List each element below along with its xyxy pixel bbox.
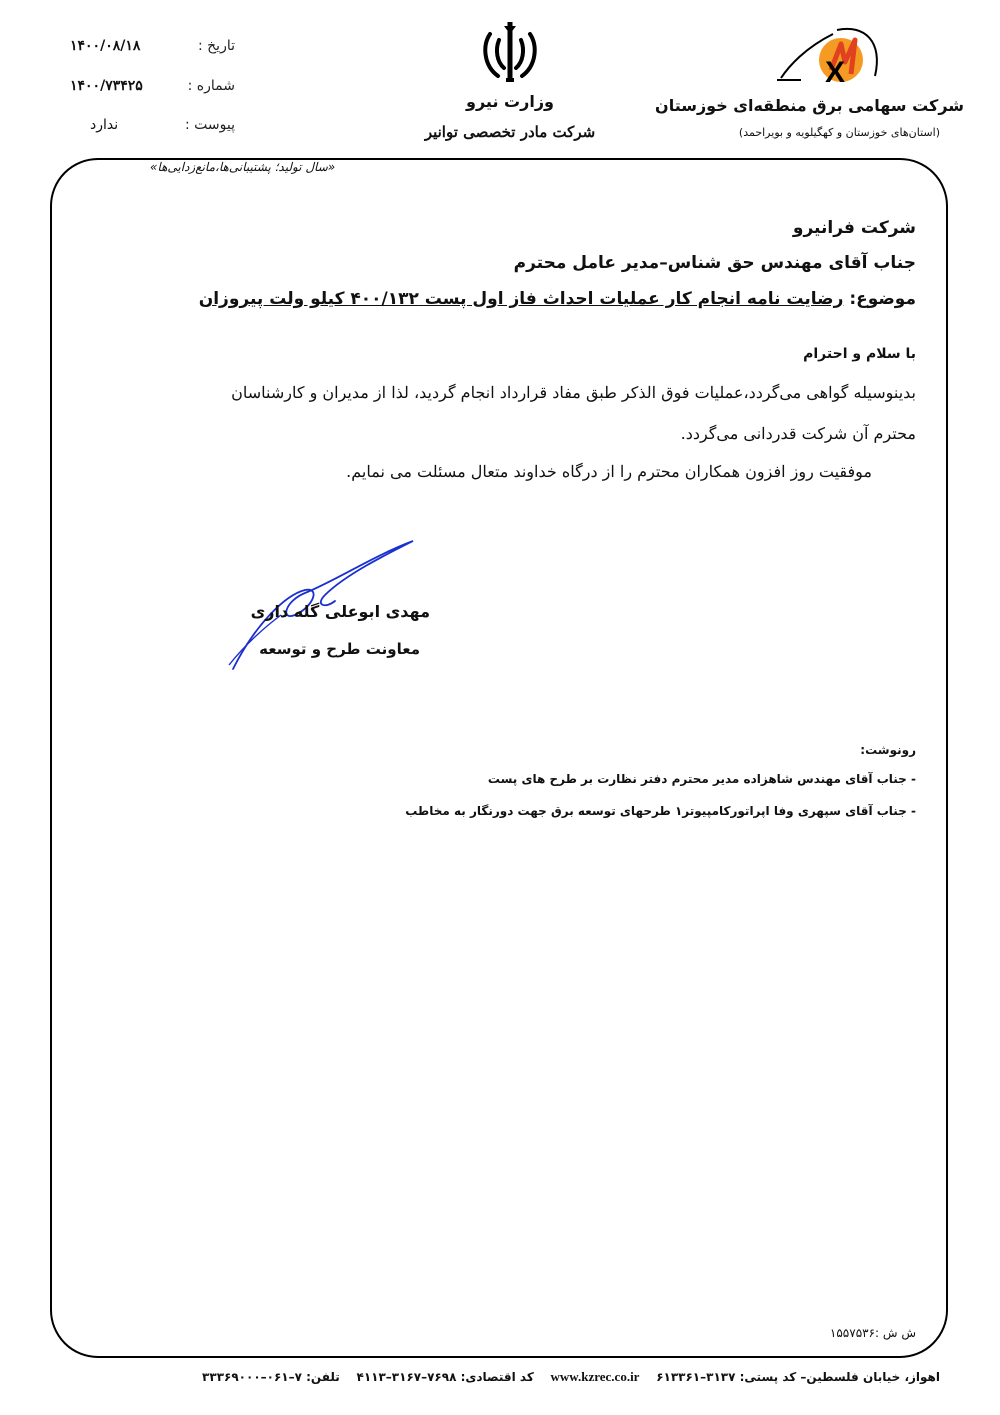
year-slogan: «سال تولید؛ پشتیبانی‌ها،مانع‌زدایی‌ها» [150, 160, 336, 174]
svg-text:X: X [825, 56, 846, 89]
footer-contact [60, 1369, 940, 1385]
company-logo-icon [775, 22, 885, 100]
copies-label: رونوشت: [860, 743, 916, 757]
date-label: تاریخ : [197, 38, 235, 54]
subject-text: رضایت نامه انجام کار عملیات احداث فاز اول پست ۴۰۰/۱۳۲ کیلو ولت پیروزان [198, 289, 844, 309]
attachment-value: ندارد [90, 117, 119, 133]
footer-website: www.kzrec.co.ir [550, 1369, 640, 1384]
subject-line [199, 289, 916, 309]
company-region: (استان‌های خوزستان و کهگیلویه و بویراحمد) [738, 126, 940, 139]
body-line-1: بدینوسیله گواهی می‌گردد،عملیات فوق الذکر طبق مفاد قرارداد انجام گردید، لذا از مدیران و کارشناسان [231, 383, 916, 402]
footer-economic-code: کد اقتصادی: ۷۶۹۸–۳۱۶۷–۴۱۱۳ [356, 1370, 534, 1384]
number-row [60, 78, 235, 102]
number-value: ۱۴۰۰/۷۳۴۲۵ [70, 78, 143, 94]
ministry-name: وزارت نیرو [466, 92, 554, 111]
attachment-label: پیوست : [185, 117, 235, 133]
copy-item: - جناب آقای سپهری وفا اپراتورکامپیوتر۱ طرحهای توسعه برق جهت دورنگار به مخاطب [405, 804, 916, 818]
letter-frame [50, 158, 948, 1358]
tracking-number: ش ش :۱۵۵۷۵۳۶ [829, 1326, 916, 1340]
closing-line: موفقیت روز افزون همکاران محترم را از درگاه خداوند متعال مسئلت می نمایم. [346, 462, 872, 481]
company-name: شرکت سهامی برق منطقه‌ای خوزستان [655, 96, 964, 115]
date-row [60, 38, 235, 62]
parent-company-name: شرکت مادر تخصصی توانیر [424, 123, 596, 141]
copy-item: - جناب آقای مهندس شاهزاده مدیر محترم دفتر نظارت بر طرح های پست [487, 772, 916, 786]
attachment-row [60, 117, 235, 141]
number-label: شماره : [187, 78, 235, 94]
greeting: با سلام و احترام [803, 346, 916, 362]
subject-label: موضوع: [849, 289, 916, 309]
date-value: ۱۴۰۰/۰۸/۱۸ [70, 38, 141, 54]
body-line-2: محترم آن شرکت قدردانی می‌گردد. [680, 424, 916, 443]
iran-emblem-icon [480, 16, 540, 86]
signer-name: مهدی ابوعلی گله داری [250, 602, 430, 621]
footer-phone: تلفن: ۷–۰۶۱–۳۳۳۶۹۰۰۰ [202, 1370, 340, 1384]
signer-title: معاونت طرح و توسعه [259, 640, 420, 658]
recipient-company: شرکت فرانیرو [792, 218, 916, 238]
footer-address: اهواز، خیابان فلسطین– کد پستی: ۳۱۳۷–۶۱۳۳۶۱ [656, 1370, 940, 1384]
recipient-person: جناب آقای مهندس حق شناس–مدیر عامل محترم [513, 253, 916, 273]
